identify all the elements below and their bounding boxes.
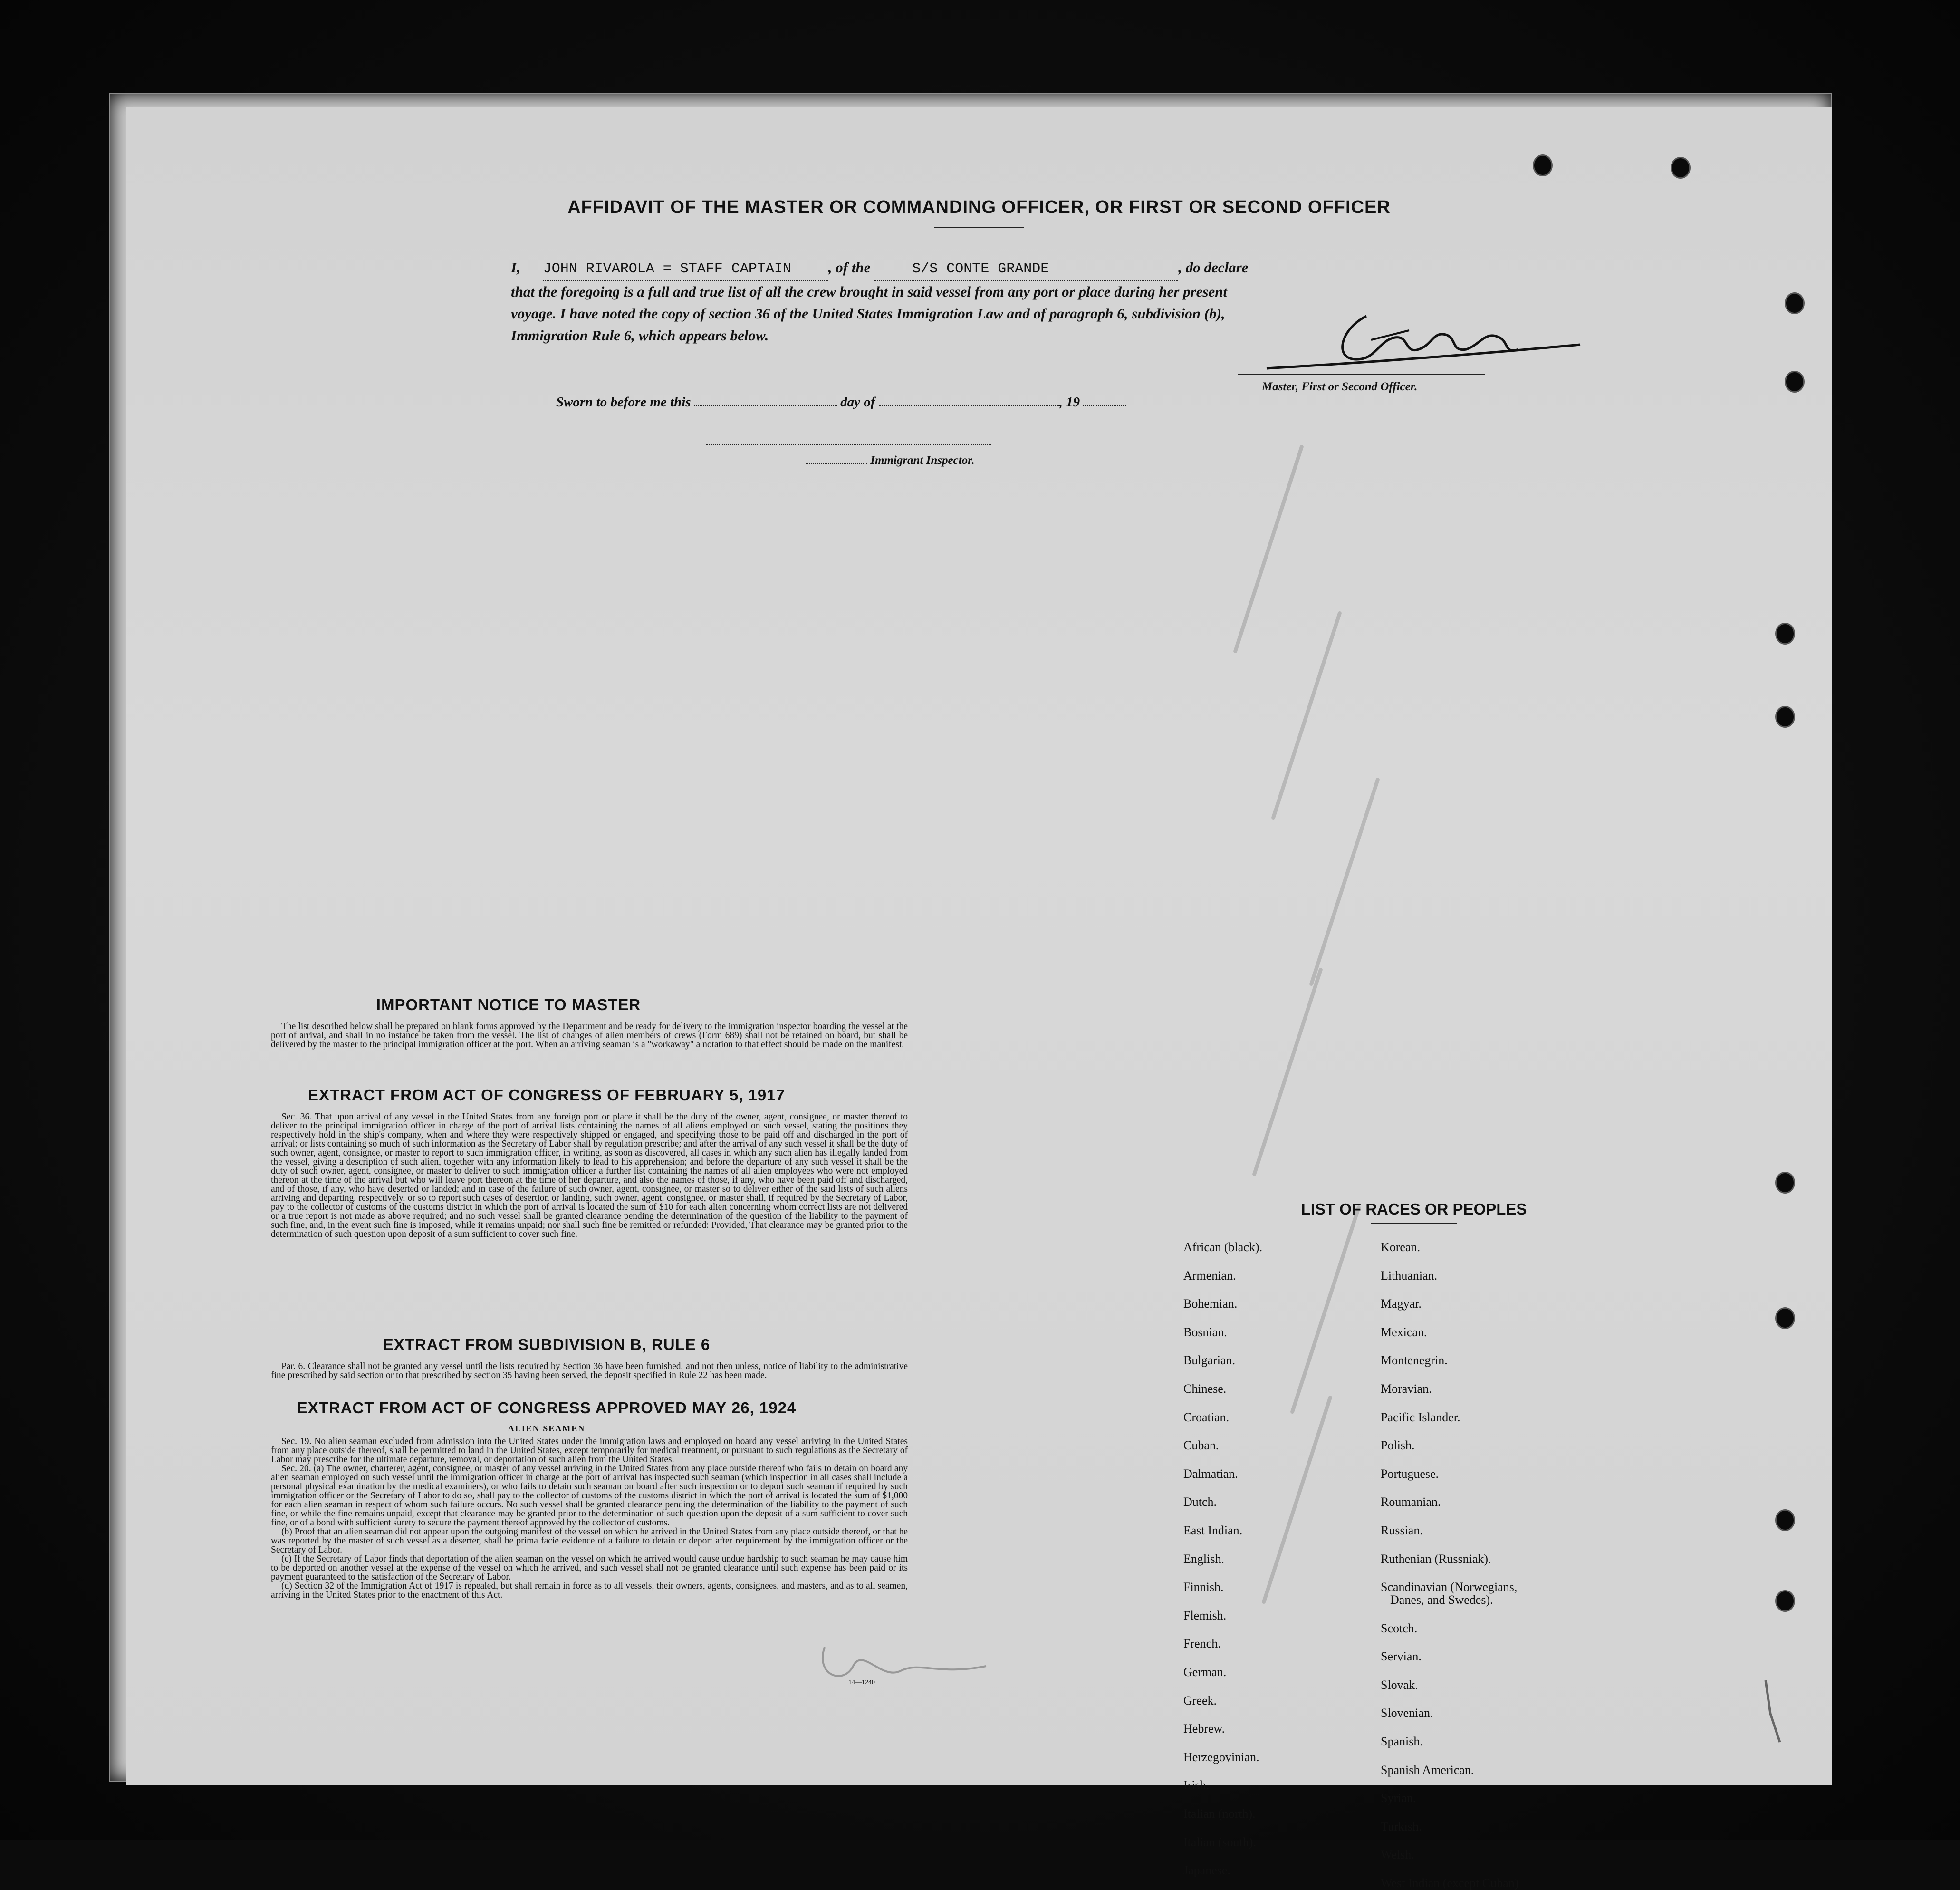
inspector-caption-line: Immigrant Inspector. [806,454,975,467]
race-item: Japanese. [1183,1863,1230,1878]
race-item: Montenegrin. [1381,1353,1448,1368]
punch-hole [1785,292,1805,314]
punch-hole [1775,1172,1795,1194]
race-item: Korean. [1381,1240,1421,1254]
race-item: West Indian (except Cuban) [1381,1876,1519,1890]
race-item: Syrian. [1381,1791,1416,1805]
document-page [126,107,1832,1890]
race-item: Servian. [1381,1649,1422,1664]
race-item: Portuguese. [1381,1466,1439,1481]
punch-hole [1775,1307,1795,1329]
officer-name-field[interactable]: JOHN RIVAROLA = STAFF CAPTAIN [543,258,828,281]
punch-hole [1533,154,1553,176]
race-item: Slovenian. [1381,1706,1433,1720]
punch-hole [1785,371,1805,393]
race-item: African (black). [1183,1240,1263,1254]
race-item: Welsh. [1381,1848,1414,1862]
sworn-line: Sworn to before me this day of , 19 [556,395,1126,410]
bleed-mark [1290,1205,1361,1414]
race-item: French. [1183,1637,1221,1651]
race-item: Dalmatian. [1183,1466,1238,1481]
races-title: LIST OF RACES OR PEOPLES [1301,1200,1527,1218]
race-item: Italian (north). [1183,1807,1256,1821]
race-item: Ruthenian (Russniak). [1381,1552,1491,1566]
notice-text: The list described below shall be prepared on blank forms approved by the Department and be ready for delivery to the immigration inspector boarding the vessel at the port of arrival, and shall in no instance be taken from the vessel. The list of changes of alien members of crews (Form 689) shall not be retained on board, but shall be delivered by the master to the principal immigration officer at the port. When an arriving seaman is a "workaway" a notation to that effect should be made on the manifest. [271,1022,908,1050]
race-item: Pacific Islander. [1381,1410,1460,1424]
race-item: Spanish American. [1381,1763,1474,1777]
race-item: Slovak. [1381,1678,1418,1692]
race-item: Armenian. [1183,1268,1236,1282]
race-item: Danes, and Swedes). [1390,1593,1493,1607]
form-number: 14—1240 [848,1679,875,1686]
extract-1924-title: EXTRACT FROM ACT OF CONGRESS APPROVED MAY 26, 1924 [297,1399,797,1417]
races-title-underline [1371,1223,1457,1224]
sworn-day-field[interactable] [694,405,837,406]
race-item: Flemish. [1183,1608,1227,1622]
race-item: Moravian. [1381,1382,1432,1396]
race-item: Finnish. [1183,1580,1224,1594]
punch-hole [1775,623,1795,645]
signature-line [1238,374,1485,375]
sworn-month-field[interactable] [879,405,1059,406]
race-item: Bulgarian. [1183,1353,1236,1368]
race-item: Bosnian. [1183,1325,1227,1339]
race-item: Scotch. [1381,1621,1418,1635]
race-item: Magyar. [1381,1297,1422,1311]
race-item: Russian. [1381,1524,1423,1537]
extract-rule6-title: EXTRACT FROM SUBDIVISION B, RULE 6 [383,1336,711,1353]
officer-signature [1252,311,1585,373]
bleed-mark [1233,444,1304,654]
bleed-mark [1271,611,1342,820]
race-item: Lithuanian. [1381,1268,1438,1282]
race-item: Polish. [1381,1438,1415,1453]
race-item: German. [1183,1665,1227,1679]
race-item: Irish. [1183,1778,1210,1793]
race-item: Italian (south). [1183,1835,1257,1849]
pencil-scribble [815,1638,996,1690]
race-item: Chinese. [1183,1382,1227,1396]
race-item: Croatian. [1183,1410,1230,1424]
title-underline [934,227,1024,228]
declaration-line-1: I, JOHN RIVAROLA = STAFF CAPTAIN , of the S/S CONTE GRANDE , do declare [511,257,1604,281]
extract-1917-text: Sec. 36. That upon arrival of any vessel in the United States from any foreign port or place it shall be the duty of the owner, agent, consignee, or master thereof to deliver to the principal immigration officer in charge of the port of arrival lists containing the names of all aliens employed on such vessel, stating the positions they respectively hold in the ship's company, when and where they were respectively shipped or engaged, and specifying those to be paid off and discharged in the port of arrival; or lists containing so much of such information as the Secretary of Labor shall by regulation prescribe; and after the arrival of any such vessel it shall be the duty of such owner, agent, consignee, or master to report to such immigration officer, in writing, as soon as discovered, all cases in which any such alien has illegally landed from the vessel, giving a description of such alien, together with any information likely to lead to his apprehension; and before the departure of any such vessel it shall be the duty of such owner, agent, consignee, or master to deliver to such immigration officer a further list containing the names of all alien employees who were not employed thereon at the time of the arrival but who will leave port thereon at the time of her departure, and also the names of those, if any, who have been paid off and discharged, and of those, if any, who have deserted or landed; and in case of the failure of such owner, agent, consignee, or master so to deliver either of the said lists of such aliens arriving and departing, respectively, or so to report such cases of desertion or landing, such owner, agent, consignee, or master shall, if required by the Secretary of Labor, pay to the collector of customs of the customs district in which the port of arrival is located the sum of $10 for each alien concerning whom correct lists are not delivered or a true report is not made as above required; and no such vessel shall be granted clearance pending the determination of the question of the liability to the payment of such fine, and, in the event such fine is imposed, while it remains unpaid; nor shall such fine be remitted or refunded: Provided, That clearance may be granted prior to the determination of such question upon deposit of a sum sufficient to cover such fine. [271,1112,908,1239]
punch-hole [1775,706,1795,728]
declaration-line-4: Immigration Rule 6, which appears below. [511,327,769,344]
race-item: Bohemian. [1183,1297,1238,1311]
race-item: Spanish. [1381,1735,1423,1749]
race-item: Roumanian. [1381,1495,1441,1509]
sworn-year-field[interactable] [1083,405,1126,406]
bleed-mark [1252,967,1323,1176]
punch-hole [1671,157,1691,179]
race-item: Herzegovinian. [1183,1750,1259,1764]
race-item: Mexican. [1381,1325,1427,1339]
race-item: Dutch. [1183,1495,1217,1509]
punch-hole [1775,1509,1795,1531]
bleed-mark [1309,777,1380,986]
extract-1924-subtitle: ALIEN SEAMEN [508,1424,586,1433]
affidavit-title: AFFIDAVIT OF THE MASTER OR COMMANDING OFFICER, OR FIRST OR SECOND OFFICER [567,197,1391,217]
race-item: Scandinavian (Norwegians, [1381,1580,1518,1594]
bleed-mark [1261,1395,1333,1604]
inspector-signature-field[interactable] [706,444,991,445]
vessel-name-field[interactable]: S/S CONTE GRANDE [874,258,1178,281]
race-item: Hebrew. [1183,1722,1225,1736]
signature-caption: Master, First or Second Officer. [1262,380,1418,393]
declaration-line-3: voyage. I have noted the copy of section 36 of the United States Immigration Law and of paragraph 6, subdivision (b), [511,305,1225,322]
declaration-line-2: that the foregoing is a full and true list of all the crew brought in said vessel from any port or place during her present [511,283,1228,300]
race-item: East Indian. [1183,1524,1243,1537]
race-item: Cuban. [1183,1438,1219,1453]
race-item: Greek. [1183,1693,1217,1707]
extract-rule6-text: Par. 6. Clearance shall not be granted any vessel until the lists required by Section 36 have been furnished, and not then unless, notice of liability to the administrative fine prescribed by said section or to that prescribed by section 35 having been served, the deposit specified in Rule 22 has been made. [271,1361,908,1380]
extract-1917-title: EXTRACT FROM ACT OF CONGRESS OF FEBRUARY 5, 1917 [308,1086,785,1104]
race-item: English. [1183,1552,1224,1566]
punch-hole [1775,1590,1795,1612]
extract-1924-text: Sec. 19. No alien seaman excluded from admission into the United States under the immigration laws and employed on board any vessel arriving in the United States from any place outside thereof, shall be permitted to land in the United States, except temporarily for medical treatment, or pursuant to such regulations as the Secretary of Labor may prescribe for the ultimate departure, removal, or deportation of such alien from the United States. Sec. 20. (a) The owner, charterer, agent, consignee, or master of any vessel arriving in the United States from any place outside thereof who fails to detain on board any alien seaman employed on such vessel until the immigration officer in charge at the port of arrival has inspected such seaman (which inspection in all cases shall include a personal physical examination by the medical examiners), or who fails to detain such seaman on board after such inspection or to deport such seaman if required by such immigration officer or the Secretary of Labor to do so, shall pay to the collector of customs of the customs district in which the port of arrival is located the sum of $1,000 for each alien seaman in respect of whom such failure occurs. No such vessel shall be granted clearance pending the determination of the liability to the payment of such fine, or while the fine remains unpaid, except that clearance may be granted prior to the determination of such question upon the deposit of a sum sufficient to cover such fine, or of a bond with sufficient surety to secure the payment thereof approved by the collector of customs. (b) Proof that an alien seaman did not appear upon the outgoing manifest of the vessel on which he arrived in the United States from any place outside thereof, or that he was reported by the master of such vessel as a deserter, shall be prima facie evidence of a failure to detain or deport after requirement by the immigration officer or the Secretary of Labor. (c) If the Secretary of Labor finds that deportation of the alien seaman on the vessel on which he arrived would cause undue hardship to such seaman he may cause him to be deported on another vessel at the expense of the vessel on which he arrived, and such vessel shall not be granted clearance until such expense has been paid or its payment guaranteed to the satisfaction of the Secretary of Labor. (d) Section 32 of the Immigration Act of 1917 is repealed, but shall remain in force as to all vessels, their owners, agents, consignees, and masters, and as to all seamen, arriving in the United States prior to the enactment of this Act. [271,1437,908,1600]
notice-title: IMPORTANT NOTICE TO MASTER [376,996,641,1013]
race-item: Turkish. [1381,1819,1422,1833]
pencil-mark [1756,1676,1794,1747]
